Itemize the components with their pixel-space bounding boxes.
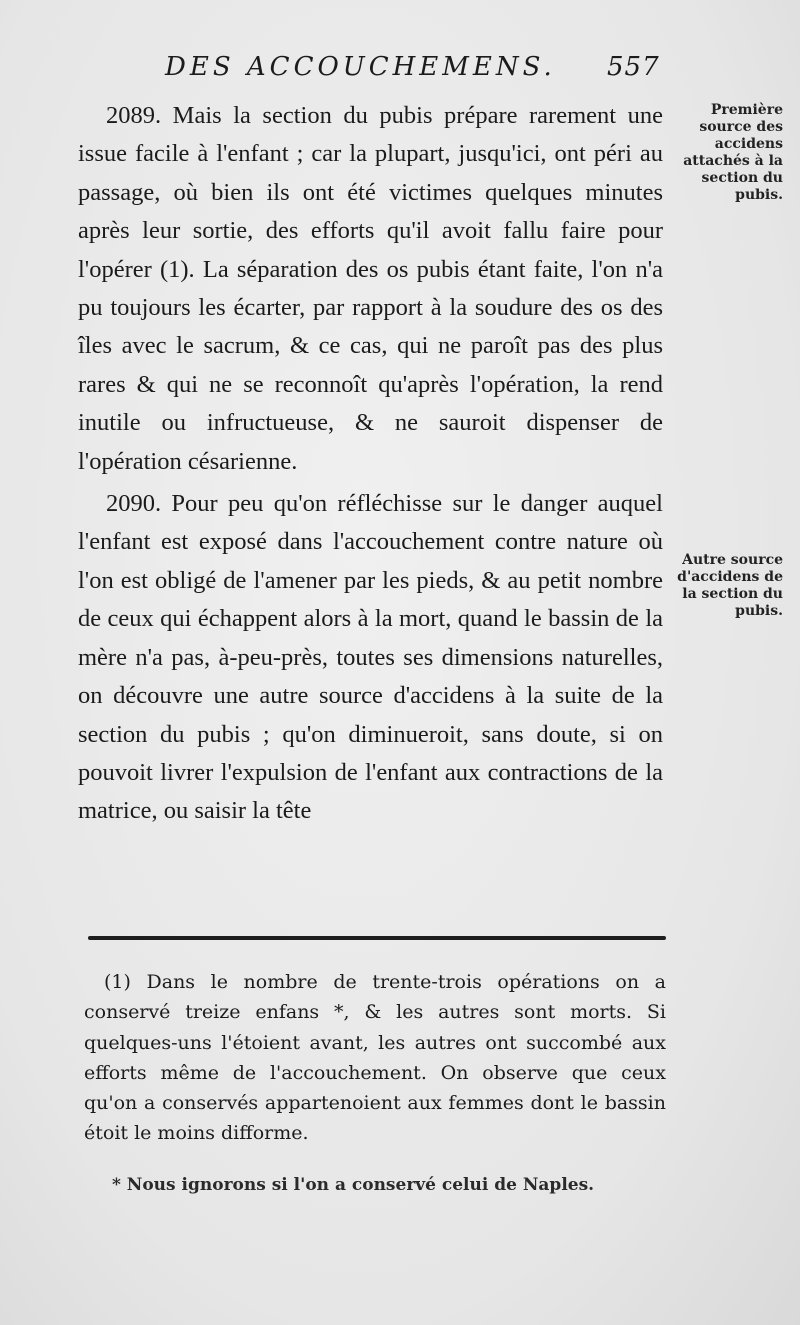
running-title: DES ACCOUCHEMENS. xyxy=(165,52,556,82)
footnote xyxy=(84,967,666,1149)
margin-note-autre-source: Autre source d'accidens de la section du pubis. xyxy=(677,552,783,619)
footnote-text: (1) Dans le nombre de trente-trois opérations on a conservé treize enfans *, & les autres sont morts. Si quelques-uns l'étoient avant, les autres ont succombé aux efforts même de l'accouchement. On observe que ceux qu'on a conservés appartenoient aux femmes dont le bassin étoit le moins difforme. xyxy=(84,971,666,1145)
footnote-rule xyxy=(88,936,666,940)
margin-note-premiere-source: Première source des accidens attachés à la section du pubis. xyxy=(683,102,783,203)
footnote-subnote: * Nous ignorons si l'on a conservé celui de Naples. xyxy=(112,1175,595,1195)
paragraph-2089: 2089. Mais la section du pubis prépare rarement une issue facile à l'enfant ; car la plupart, jusqu'ici, ont péri au passage, où bien ils ont été victimes quelques minutes après leur sortie, des efforts qu'il avoit fallu faire pour l'opérer (1). La séparation des os pubis étant faite, l'on n'a pu toujours les écarter, par rapport à la soudure des os des îles avec le sacrum, & ce cas, qui ne paroît pas des plus rares & qui ne se reconnoît qu'après l'opération, la rend inutile ou infructueuse, & ne sauroit dispenser de l'opération césarienne. xyxy=(78,102,663,475)
main-text xyxy=(78,97,663,831)
paragraph-2090: 2090. Pour peu qu'on réfléchisse sur le danger auquel l'enfant est exposé dans l'accouchement contre nature où l'on est obligé de l'amener par les pieds, & au petit nombre de ceux qui échappent alors à la mort, quand le bassin de la mère n'a pas, à-peu-près, toutes ses dimensions naturelles, on découvre une autre source d'accidens à la suite de la section du pubis ; qu'on diminueroit, sans doute, si on pouvoit livrer l'expulsion de l'enfant aux contractions de la matrice, ou saisir la tête xyxy=(78,490,663,825)
running-header xyxy=(165,52,665,92)
page-number: 557 xyxy=(607,52,660,82)
